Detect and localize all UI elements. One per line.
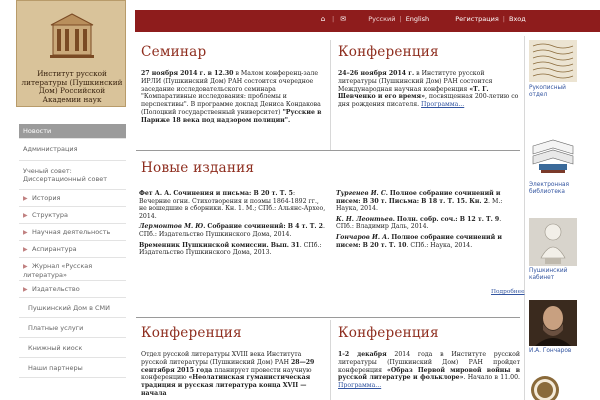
conference-body: , посвященная 200-летию со дня рождения писателя.	[338, 93, 519, 109]
conference-title: Конференция	[338, 325, 439, 341]
nav-label: История	[32, 194, 61, 202]
emblem-logo-icon[interactable]	[529, 372, 577, 400]
arrow-right-icon: ▶	[23, 229, 28, 236]
conference-date: 1-2 декабря	[338, 351, 387, 358]
lang-ru-link[interactable]: Русский	[368, 15, 396, 23]
book-entry[interactable]	[336, 190, 519, 213]
separator: |	[332, 15, 335, 23]
column-divider	[524, 36, 525, 400]
login-link[interactable]: Вход	[508, 15, 526, 23]
conference-date: 28—29 сентября 2015 года	[141, 358, 315, 374]
nav-label: Издательство	[32, 285, 80, 293]
conference-body: Отдел русской литературы XVIII века Института русской литературы (Пушкинский Дом) РАН	[141, 351, 302, 366]
nav-item-partners[interactable]	[19, 358, 126, 378]
main-nav	[19, 124, 126, 378]
column-divider	[330, 40, 331, 150]
book-entry[interactable]	[139, 190, 327, 220]
nav-label: Пушкинский Дом в СМИ	[28, 304, 111, 312]
nav-item-paid-services[interactable]	[19, 318, 126, 338]
conference-name: «Образ Первой мировой войны в русской литературе и фольклоре»	[338, 366, 520, 382]
book-title: Полн. собр. соч.: В 12 т. Т. 9	[396, 215, 500, 223]
conference-date: 24–26 ноября 2014 г.	[338, 70, 415, 77]
book-entry[interactable]	[139, 242, 327, 257]
seminar-date: 27 ноября 2014 г. в 12.30	[141, 70, 234, 77]
books-column-left	[139, 190, 327, 260]
separator: |	[502, 15, 505, 23]
conference-name: «Неолатинская гуманистическая традиция и русская литература конца XVII — начала	[141, 374, 311, 397]
arrow-right-icon: ▶	[23, 212, 28, 219]
book-author: Лермонтов М. Ю.	[139, 223, 206, 231]
manuscripts-link[interactable]: Рукописный отдел	[529, 85, 566, 98]
lang-en-link[interactable]: English	[405, 15, 430, 23]
nav-item-bookstore[interactable]	[19, 338, 126, 358]
conference-text	[141, 351, 325, 398]
pushkin-cabinet-link[interactable]: Пушкинский кабинет	[529, 268, 568, 281]
nav-label: Администрация	[23, 145, 78, 153]
nav-item-media[interactable]	[19, 298, 126, 318]
separator: |	[399, 15, 402, 23]
building-emblem-icon	[47, 11, 97, 59]
goncharov-portrait-thumbnail[interactable]	[529, 300, 577, 346]
nav-label: Научная деятельность	[32, 228, 111, 236]
seminar-section	[141, 44, 325, 125]
pushkin-bust-thumbnail[interactable]	[529, 218, 577, 266]
goncharov-link[interactable]: И.А. Гончаров	[529, 348, 572, 354]
conference-body: в Институте русской литературы (Пушкинский Дом) РАН состоится Международная научная конференция	[338, 70, 493, 93]
new-books-heading	[141, 160, 441, 176]
nav-item-history[interactable]	[19, 190, 126, 207]
conference-section-3	[338, 325, 520, 390]
seminar-talk-title: "Русские в Париже 18 века под надзором полиции".	[141, 108, 322, 124]
nav-item-postgraduate[interactable]	[19, 241, 126, 258]
nav-label: Платные услуги	[28, 324, 84, 332]
arrow-right-icon: ▶	[23, 263, 28, 270]
book-entry[interactable]	[139, 223, 327, 238]
books-column-right	[336, 190, 519, 252]
arrow-right-icon: ▶	[23, 246, 28, 253]
arrow-right-icon: ▶	[23, 195, 28, 202]
institute-logo[interactable]	[16, 0, 126, 107]
nav-label: Аспирантура	[32, 245, 77, 253]
column-divider	[330, 320, 331, 400]
book-details: . СПб.: Наука, 2014.	[406, 241, 473, 249]
nav-label: Структура	[32, 211, 68, 219]
book-title: Полное собрание сочинений и писем: В 20 т. Т. 10	[336, 233, 502, 249]
arrow-right-icon: ▶	[23, 286, 28, 293]
nav-item-news[interactable]	[19, 124, 126, 139]
nav-label: Наши партнеры	[28, 364, 83, 372]
manuscript-thumbnail[interactable]	[529, 40, 577, 82]
book-details: . М.: Наука, 2014.	[336, 197, 503, 213]
conference-body: . Начало в 11.00.	[463, 374, 520, 382]
conference-text	[338, 70, 520, 109]
program-link[interactable]: Программа...	[338, 382, 382, 390]
nav-item-journal[interactable]	[19, 258, 126, 281]
mail-icon[interactable]: ✉	[340, 15, 347, 23]
conference-body: 2014 года в Институте русской литературы (Пушкинский Дом) РАН пройдет конференция	[338, 351, 520, 374]
book-author: Гончаров И. А.	[336, 233, 390, 241]
seminar-body: в Малом конференц-зале ИРЛИ (Пушкинский Дом) РАН состоится очередное заседание исследовательского семинара "Компаративные исследования: проблемы и перспективы". В программе доклад Дениса Кондакова (Полоцкий государственный университет)	[141, 70, 321, 116]
book-title: Собрание сочинений: В 4 т. Т. 2	[207, 223, 323, 231]
book-details: . СПб.: Владимир Даль, 2014.	[336, 215, 502, 231]
nav-item-structure[interactable]	[19, 207, 126, 224]
library-books-thumbnail[interactable]	[529, 128, 577, 176]
institute-name: Институт русской литературы (Пушкинский Дом) Российской Академии наук	[21, 69, 123, 104]
book-author: Фет А. А.	[139, 190, 172, 197]
conference-section-1	[338, 44, 520, 109]
e-library-link[interactable]: Электронная библиотека	[529, 182, 570, 195]
header-red-band-right	[530, 10, 600, 32]
book-entry[interactable]	[336, 216, 519, 231]
nav-label: Книжный киоск	[28, 344, 83, 352]
more-books-link[interactable]: Подробнее	[491, 289, 525, 295]
nav-item-administration[interactable]	[19, 139, 126, 161]
nav-item-academic-council[interactable]	[19, 161, 126, 190]
program-link[interactable]: Программа...	[421, 101, 465, 109]
conference-body: планирует провести научную конференцию	[141, 366, 312, 382]
conference-title: Конференция	[141, 325, 242, 341]
book-entry[interactable]	[336, 234, 519, 249]
seminar-title: Семинар	[141, 44, 207, 60]
nav-label: Ученый совет: Диссертационный совет	[23, 167, 108, 183]
home-icon[interactable]: ⌂	[320, 15, 326, 23]
book-author: Тургенев И. С.	[336, 190, 388, 197]
conference-text	[338, 351, 520, 390]
conference-section-2	[141, 325, 325, 398]
book-details: . СПб.: Издательство Пушкинского Дома, 2013.	[139, 241, 322, 257]
nav-label: Журнал «Русская литература»	[23, 262, 93, 279]
book-title: Полное собрание сочинений и писем: В 30 т. Письма: В 18 т. Т. 15. Кн. 2	[336, 190, 501, 205]
book-details: : Вечерние огни. Стихотворения и поэмы 1864-1892 гг., не вошедшие в сборники. Кн. 1. М.; СПб.: Альянс-Архео, 2014.	[139, 190, 326, 220]
conference-title: Конференция	[338, 44, 439, 60]
new-books-title: Новые издания	[141, 160, 255, 176]
seminar-text	[141, 70, 325, 125]
book-title: Временник Пушкинской комиссии. Вып. 31	[139, 241, 300, 249]
section-divider	[136, 150, 520, 151]
book-title: Сочинения и письма: В 20 т. Т. 5	[173, 190, 293, 197]
nav-label: Новости	[23, 127, 52, 135]
nav-item-research[interactable]	[19, 224, 126, 241]
book-details: . СПб.: Издательство Пушкинского Дома, 2014.	[139, 223, 325, 238]
nav-item-publishing[interactable]	[19, 281, 126, 298]
conference-name: «Т. Г. Шевченко и его время»	[338, 85, 489, 101]
register-link[interactable]: Регистрация	[455, 15, 499, 23]
book-author: К. Н. Леонтьев.	[336, 215, 395, 223]
section-divider	[136, 317, 520, 318]
header-links	[318, 14, 526, 24]
